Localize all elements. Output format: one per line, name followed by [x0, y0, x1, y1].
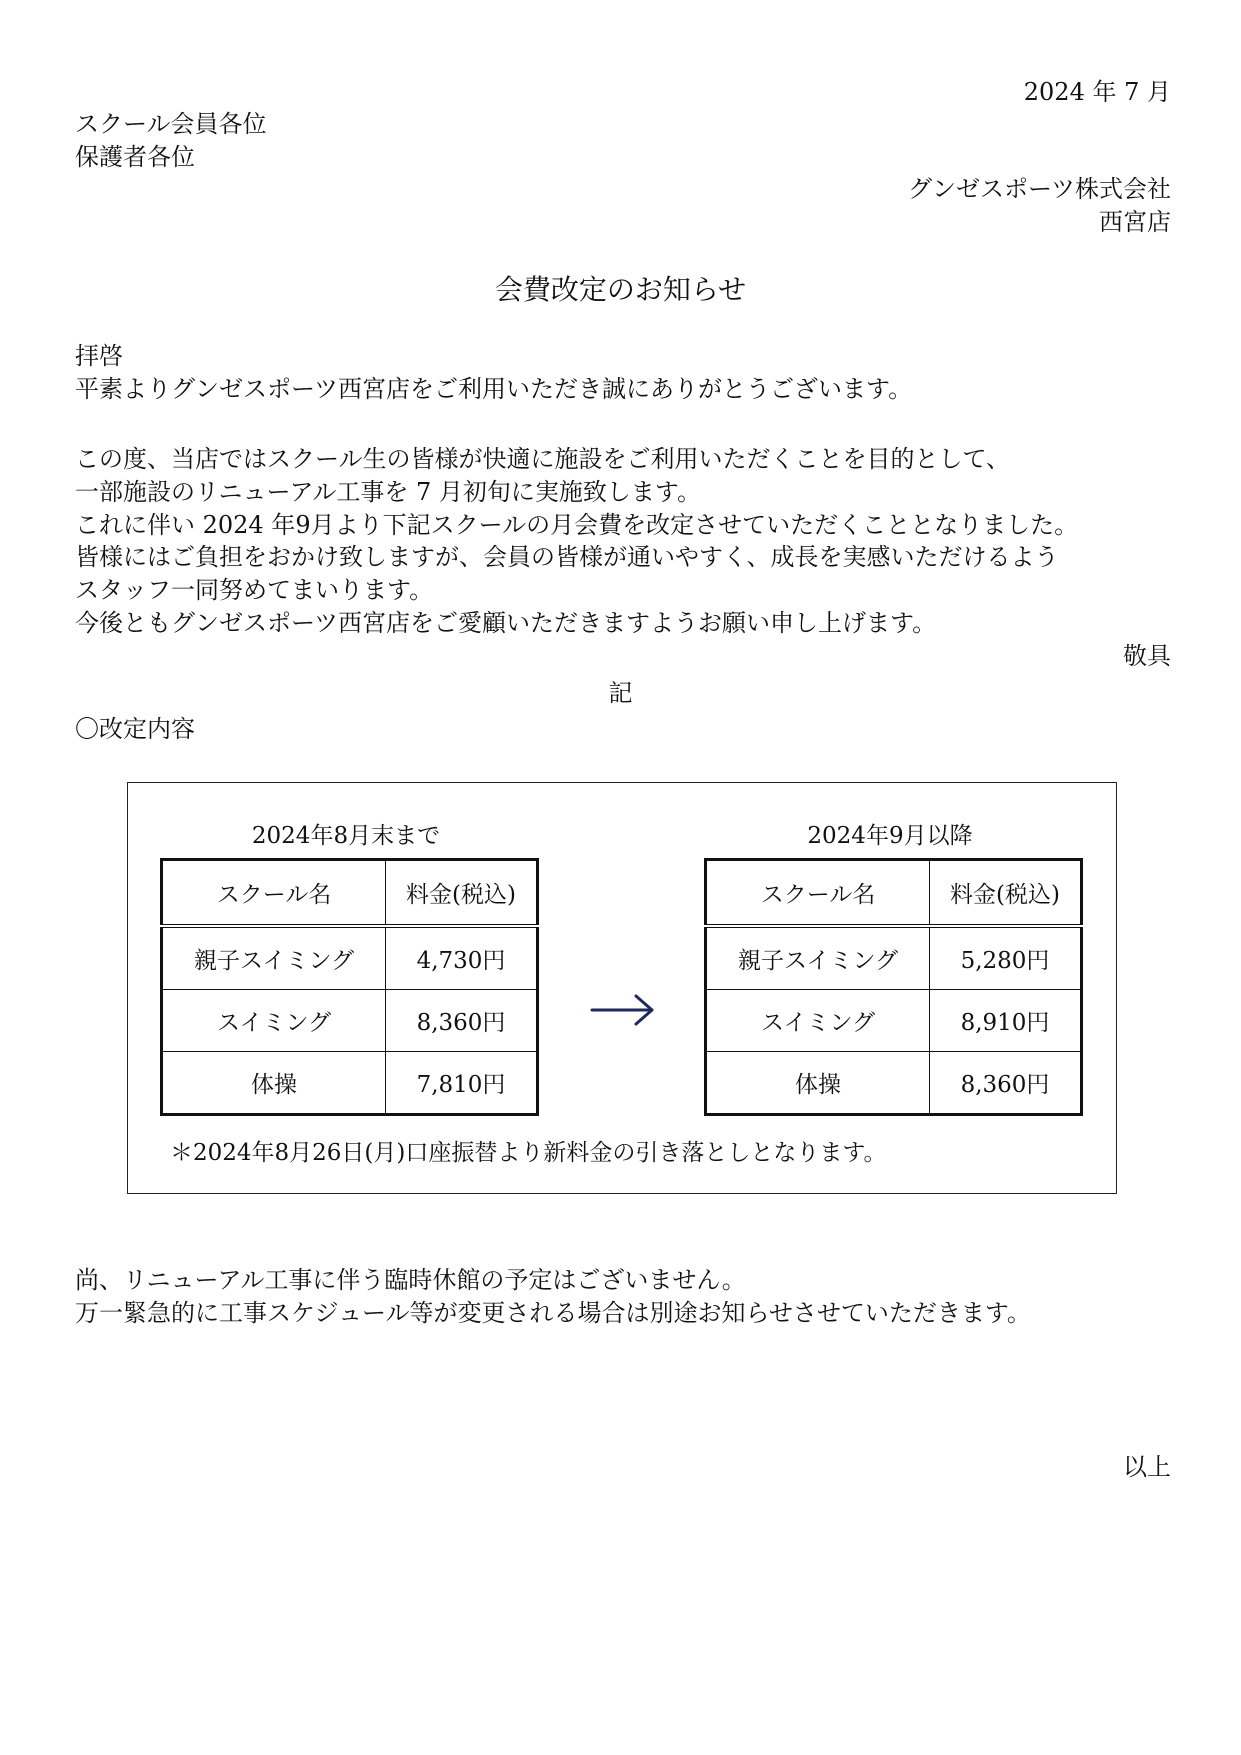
- body-line: 今後ともグンゼスポーツ西宮店をご愛顧いただきますようお願い申し上げます。: [75, 609, 937, 637]
- table-row: [162, 926, 538, 990]
- body-line: これに伴い 2024 年9月より下記スクールの月会費を改定させていただくこととなりました。: [75, 511, 1079, 539]
- closing-salutation: 敬具: [1123, 642, 1171, 670]
- before-fee-table: [160, 858, 539, 1116]
- school-name-cell: 体操: [162, 1052, 386, 1115]
- body-line: 皆様にはご負担をおかけ致しますが、会員の皆様が通いやすく、成長を実感いただけるよう: [75, 543, 1059, 571]
- header-school-name: スクール名: [162, 860, 386, 927]
- footer-line: 万一緊急的に工事スケジュール等が変更される場合は別途お知らせさせていただきます。: [75, 1299, 1031, 1327]
- school-name-cell: スイミング: [706, 990, 930, 1052]
- fee-cell: 4,730円: [386, 926, 538, 990]
- table-row: [706, 990, 1082, 1052]
- fee-cell: 8,360円: [930, 1052, 1082, 1115]
- table-row: [706, 1052, 1082, 1115]
- after-fee-table: [704, 858, 1083, 1116]
- fee-cell: 8,360円: [386, 990, 538, 1052]
- after-table-caption: 2024年9月以降: [807, 823, 973, 849]
- fee-change-note: ＊2024年8月26日(月)口座振替より新料金の引き落としとなります。: [170, 1140, 887, 1166]
- document-date: 2024 年 7 月: [1023, 78, 1171, 106]
- body-line: 一部施設のリニューアル工事を 7 月初旬に実施致します。: [75, 478, 701, 506]
- end-mark: 以上: [1123, 1453, 1171, 1481]
- school-name-cell: 体操: [706, 1052, 930, 1115]
- right-arrow-icon: [590, 992, 656, 1028]
- greeting-line: 平素よりグンゼスポーツ西宮店をご利用いただき誠にありがとうございます。: [75, 375, 913, 403]
- sender-company: グンゼスポーツ株式会社: [907, 175, 1171, 203]
- fee-cell: 7,810円: [386, 1052, 538, 1115]
- recipient-guardians: 保護者各位: [75, 143, 195, 171]
- school-name-cell: 親子スイミング: [706, 926, 930, 990]
- ki-mark: 記: [608, 679, 633, 707]
- document-title: 会費改定のお知らせ: [494, 273, 747, 306]
- school-name-cell: スイミング: [162, 990, 386, 1052]
- body-line: この度、当店ではスクール生の皆様が快適に施設をご利用いただくことを目的として、: [75, 445, 1011, 473]
- opening-salutation: 拝啓: [75, 342, 123, 370]
- table-row: [162, 1052, 538, 1115]
- body-line: スタッフ一同努めてまいります。: [75, 576, 434, 604]
- fee-revision-box: [127, 782, 1117, 1194]
- fee-cell: 8,910円: [930, 990, 1082, 1052]
- table-row: [706, 926, 1082, 990]
- footer-line: 尚、リニューアル工事に伴う臨時休館の予定はございません。: [75, 1266, 746, 1294]
- fee-cell: 5,280円: [930, 926, 1082, 990]
- header-fee: 料金(税込): [930, 860, 1082, 927]
- school-name-cell: 親子スイミング: [162, 926, 386, 990]
- header-school-name: スクール名: [706, 860, 930, 927]
- before-table-caption: 2024年8月末まで: [251, 823, 441, 849]
- recipient-members: スクール会員各位: [75, 110, 267, 138]
- header-fee: 料金(税込): [386, 860, 538, 927]
- sender-branch: 西宮店: [1099, 208, 1171, 236]
- table-row: [162, 990, 538, 1052]
- section-heading: 〇改定内容: [75, 715, 195, 743]
